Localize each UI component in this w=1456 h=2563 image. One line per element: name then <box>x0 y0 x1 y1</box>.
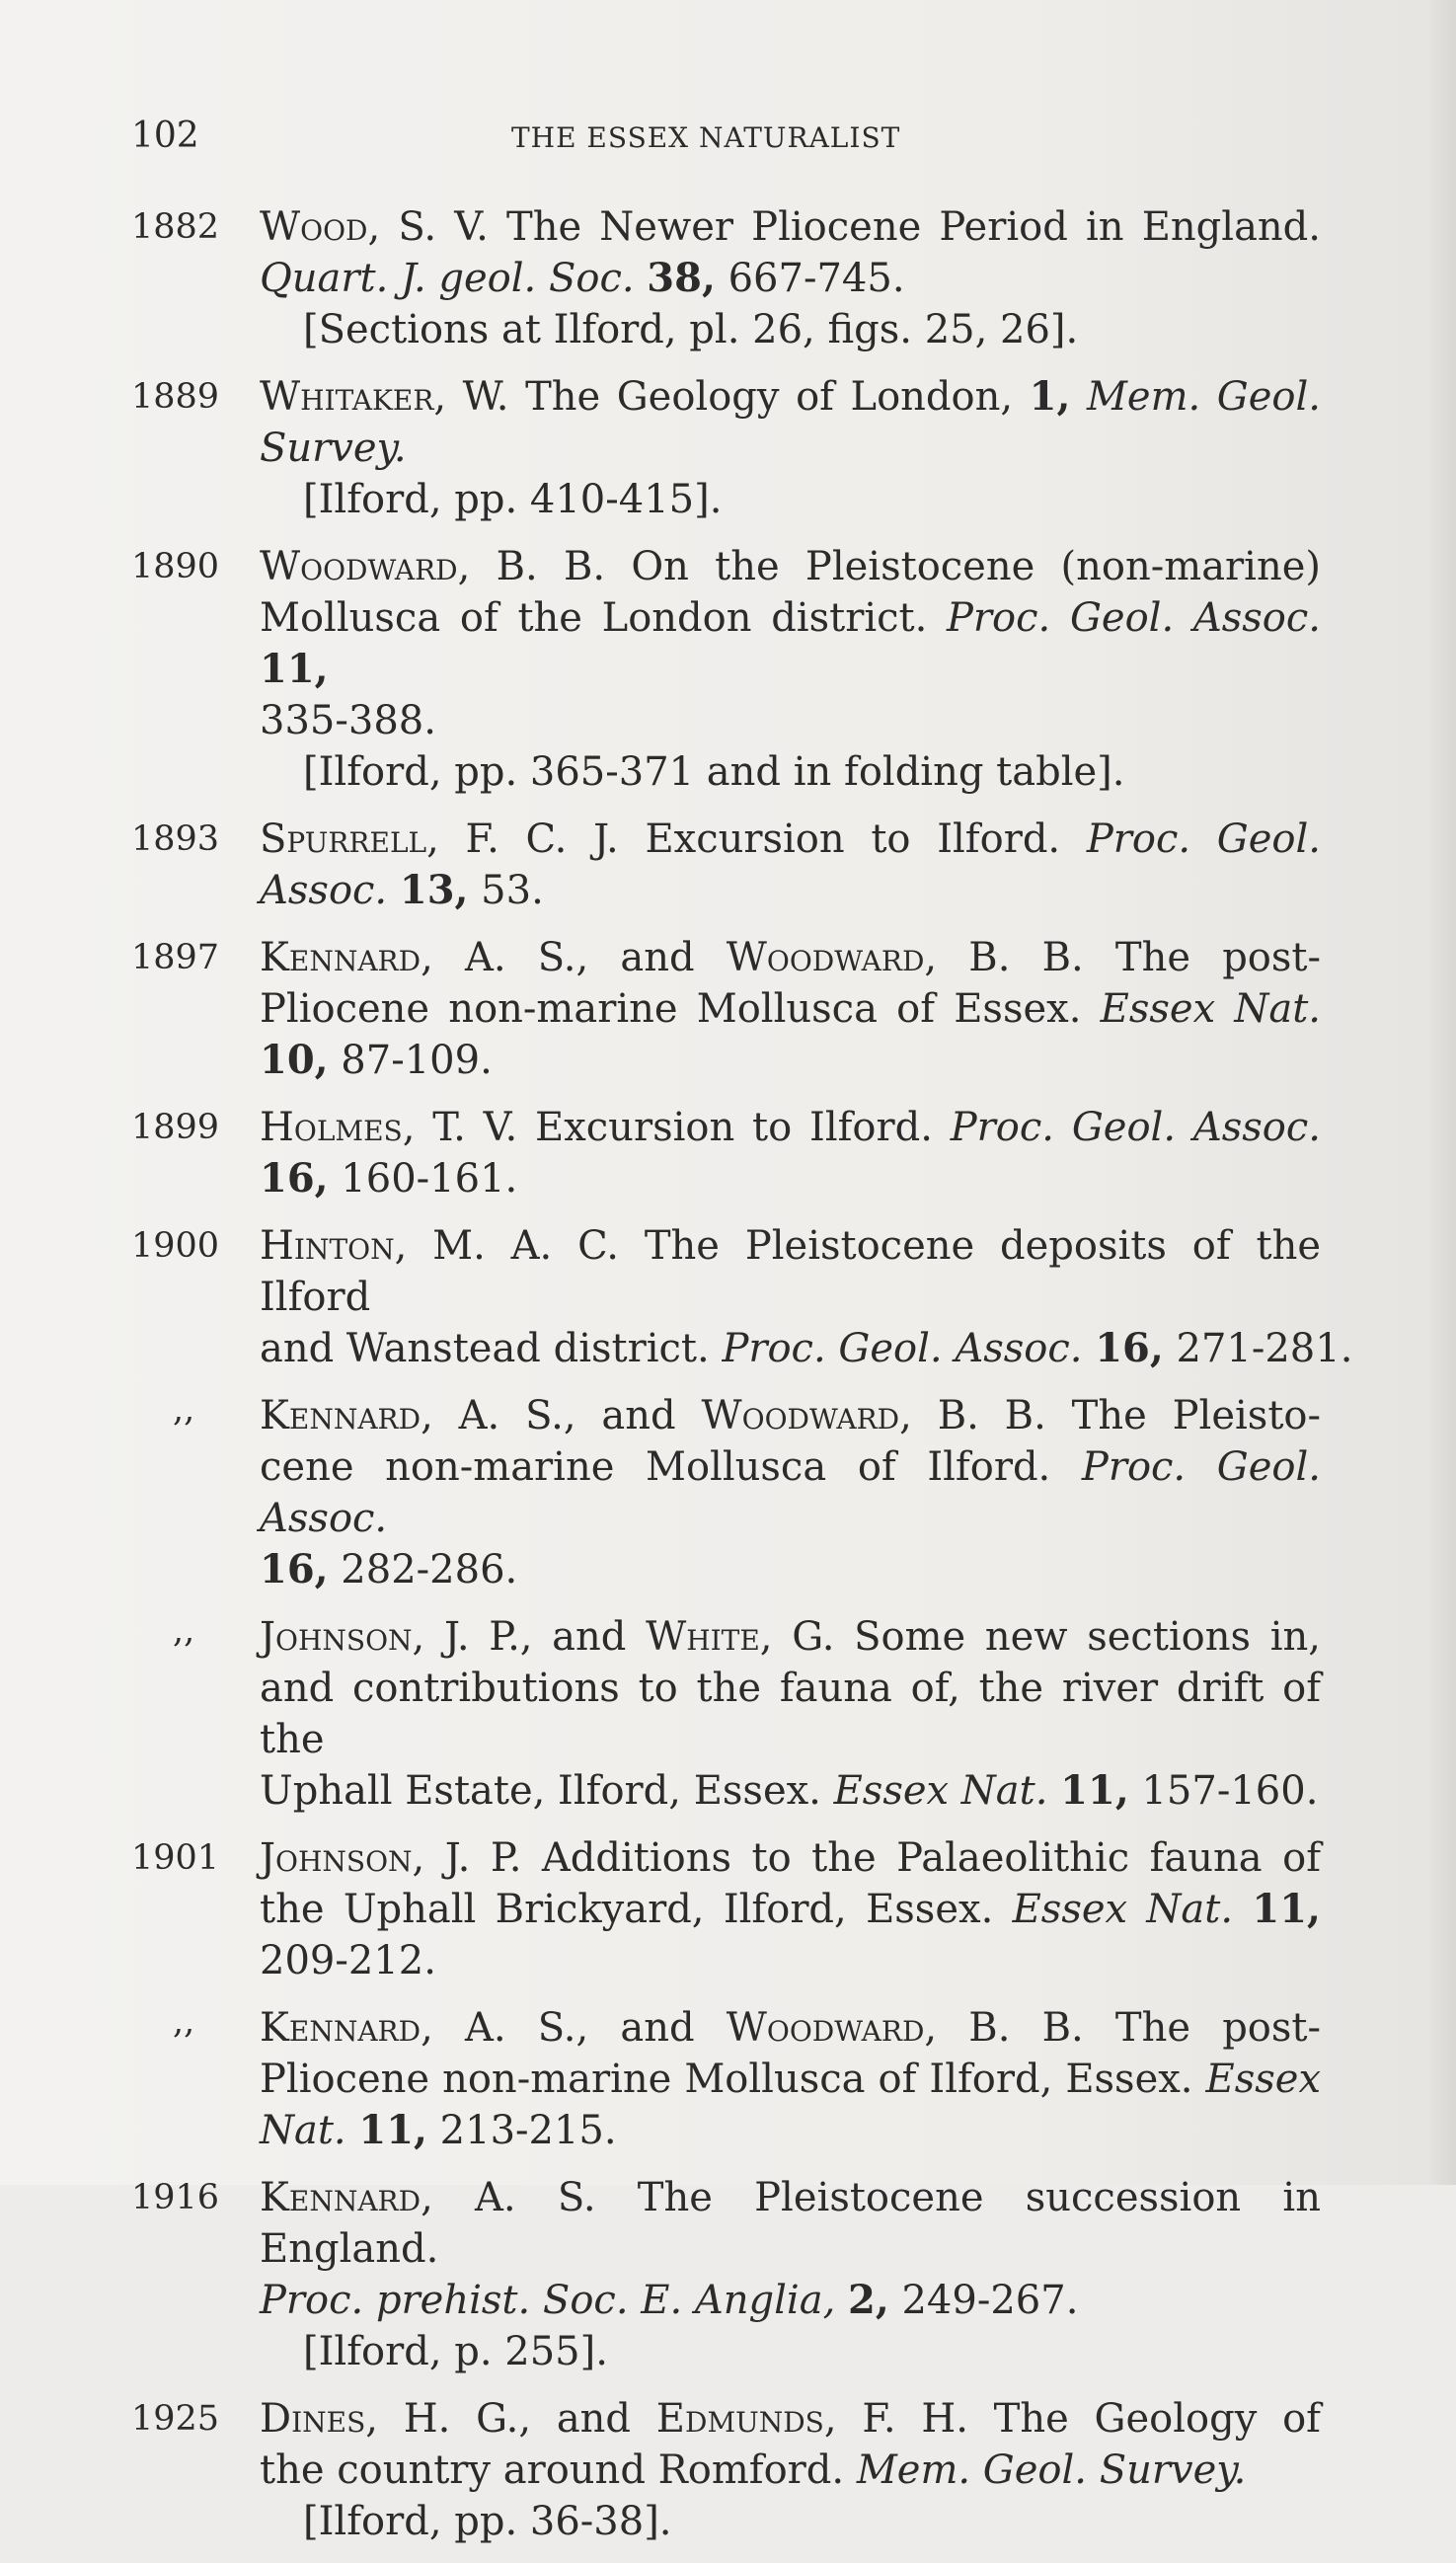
entry-line <box>260 541 1321 592</box>
author-name: Dines <box>260 2396 366 2442</box>
journal-title: Proc. prehist. Soc. E. Anglia, <box>260 2278 836 2323</box>
journal-title: Essex <box>1205 2057 1321 2102</box>
ditto-mark: ,, <box>173 1611 195 1651</box>
running-title: THE ESSEX NATURALIST <box>511 121 901 154</box>
page-range: 87-109. <box>328 1038 493 1083</box>
entry-year: 1897 <box>131 938 220 977</box>
entry-text <box>1047 1768 1060 1814</box>
entry-year: 1901 <box>131 1838 220 1878</box>
entry-text: , A. S., and <box>421 935 727 980</box>
entry-text: , A. S., and <box>421 1393 702 1438</box>
entry-line <box>260 1153 1321 1204</box>
author-name: Johnson <box>260 1614 413 1660</box>
journal-title: Quart. J. geol. Soc. <box>260 256 635 301</box>
journal-title: Essex Nat. <box>1012 1887 1234 1932</box>
volume-number: 11, <box>260 646 329 692</box>
entry-line: and contributions to the fauna of, the river drift of the <box>260 1666 1321 1762</box>
volume-number: 11, <box>358 2107 427 2153</box>
bibliography-entry <box>131 2002 1321 2156</box>
page-range: 157-160. <box>1128 1768 1319 1814</box>
page-range: 209-212. <box>260 1938 436 1983</box>
entry-line <box>260 2002 1321 2054</box>
bibliography-entry <box>131 2172 1321 2377</box>
page-edge-shadow <box>1426 0 1456 2185</box>
entry-line <box>260 1102 1321 1153</box>
entry-text: , B. B. On the Pleistocene (non-marine) <box>457 544 1321 589</box>
entry-line <box>260 932 1321 983</box>
entry-line <box>260 1035 1321 1086</box>
entry-text <box>835 2278 848 2323</box>
journal-title: Nat. <box>260 2108 346 2153</box>
entry-line <box>260 983 1321 1035</box>
entry-line <box>260 1765 1321 1817</box>
page-range: 160-161. <box>328 1156 518 1202</box>
volume-number: 2, <box>848 2277 889 2323</box>
bibliography-entry <box>131 201 1321 355</box>
entry-text: , J. P. Additions to the Palaeolithic fauna of <box>412 1835 1321 1881</box>
bibliography-entry <box>131 1611 1321 1817</box>
entry-line <box>260 371 1321 423</box>
author-name: Edmunds <box>655 2396 824 2442</box>
entry-text: cene non-marine Mollusca of Ilford. <box>260 1444 1082 1490</box>
page-number: 102 <box>131 116 199 156</box>
author-name: Holmes <box>260 1105 403 1150</box>
entry-text: , A. S. The Pleistocene succession in England. <box>260 2175 1321 2272</box>
entry-line <box>260 423 1321 474</box>
entry-text: , M. A. C. The Pleistocene deposits of the Ilford <box>260 1223 1321 1320</box>
bibliography-entry <box>131 541 1321 798</box>
entry-line <box>260 1390 1321 1441</box>
author-name: Kennard <box>260 935 421 980</box>
author-name: Kennard <box>260 2005 421 2051</box>
entry-text <box>1070 374 1087 420</box>
entry-note: [Ilford, pp. 36-38]. <box>303 2499 672 2544</box>
entry-line <box>260 2275 1321 2326</box>
entry-note: [Sections at Ilford, pl. 26, figs. 25, 26]. <box>303 307 1079 352</box>
entry-year: 1890 <box>131 547 220 586</box>
page-range: 213-215. <box>426 2108 617 2153</box>
page-range: 249-267. <box>888 2278 1079 2323</box>
entry-text: , G. Some new sections in, <box>759 1614 1322 1660</box>
author-name: Kennard <box>260 2175 421 2220</box>
journal-title: Essex Nat. <box>833 1768 1048 1814</box>
entry-text: , B. B. The post- <box>924 935 1321 980</box>
entry-text: Mollusca of the London district. <box>260 595 948 641</box>
journal-title: Essex Nat. <box>1100 986 1321 1032</box>
volume-number: 11, <box>1060 1767 1129 1814</box>
entry-text: , F. H. The Geology of <box>823 2396 1321 2442</box>
page-range: 282-286. <box>328 1547 518 1592</box>
entry-line <box>260 1832 1321 1884</box>
entry-text <box>1082 1326 1095 1371</box>
bibliography-entry <box>131 1220 1353 1374</box>
ditto-mark: ,, <box>173 1390 195 1430</box>
entry-line <box>260 1323 1353 1374</box>
volume-number: 10, <box>260 1037 329 1083</box>
journal-title: Proc. Geol. Assoc. <box>950 1105 1321 1150</box>
entry-text <box>1233 1887 1252 1932</box>
entry-line <box>260 2105 1321 2156</box>
bibliography-entry <box>131 1390 1321 1595</box>
bibliography-entry <box>131 814 1321 916</box>
entry-text: Pliocene non-marine Mollusca of Ilford, Essex. <box>260 2057 1206 2102</box>
entry-note: [Ilford, p. 255]. <box>303 2329 608 2374</box>
journal-title: Mem. Geol. <box>1086 374 1322 420</box>
entry-line <box>260 1441 1321 1544</box>
entry-text: , H. G., and <box>365 2396 656 2442</box>
entry-text: the country around Romford. <box>260 2447 857 2493</box>
journal-title: Proc. Geol. Assoc. <box>947 595 1321 641</box>
entry-line <box>260 1220 1321 1323</box>
journal-title: Assoc. <box>260 868 388 913</box>
page-range: 335-388. <box>260 698 436 743</box>
entry-line <box>260 592 1321 695</box>
entry-line <box>260 865 1321 916</box>
entry-text: , B. B. The Pleisto- <box>899 1393 1322 1438</box>
journal-title: Proc. Geol. <box>1086 816 1321 862</box>
entry-line <box>260 814 1321 865</box>
bibliography-entry <box>131 371 1321 525</box>
author-name: Hinton <box>260 1223 395 1269</box>
entry-line <box>260 1611 1321 1663</box>
ditto-mark: ,, <box>173 2002 195 2042</box>
entry-note: [Ilford, pp. 365-371 and in folding table]. <box>303 749 1125 795</box>
entry-line <box>260 2393 1321 2445</box>
volume-number: 1, <box>1029 373 1071 420</box>
author-name: White <box>646 1614 760 1660</box>
entry-year: 1925 <box>131 2399 220 2439</box>
bibliography-entry <box>131 1102 1321 1204</box>
author-name: Wood <box>260 204 368 250</box>
entry-line <box>260 2172 1321 2275</box>
author-name: Johnson <box>260 1835 413 1881</box>
volume-number: 16, <box>260 1546 329 1592</box>
journal-title: Proc. Geol. Assoc. <box>722 1326 1083 1371</box>
entry-line <box>260 1544 1321 1595</box>
entry-text: the Uphall Brickyard, Ilford, Essex. <box>260 1887 1013 1932</box>
volume-number: 16, <box>260 1155 329 1202</box>
entry-line <box>260 1884 1321 1935</box>
page-range: 667-745. <box>715 256 905 301</box>
entry-text: Pliocene non-marine Mollusca of Essex. <box>260 986 1101 1032</box>
entry-line <box>260 201 1321 253</box>
entry-year: 1882 <box>131 207 220 247</box>
entry-text <box>346 2108 359 2153</box>
author-name: Woodward <box>260 544 458 589</box>
volume-number: 13, <box>399 867 469 913</box>
entry-text: Uphall Estate, Ilford, Essex. <box>260 1768 834 1814</box>
page-range: 53. <box>468 868 544 913</box>
author-name: Woodward <box>701 1393 900 1438</box>
entry-line <box>260 253 1321 304</box>
page-range: 271-281. <box>1163 1326 1353 1371</box>
entry-year: 1889 <box>131 377 220 417</box>
bibliography-entry <box>131 1832 1321 1986</box>
entry-text: , A. S., and <box>421 2005 727 2051</box>
entry-year: 1893 <box>131 819 220 859</box>
author-name: Woodward <box>726 935 925 980</box>
bibliography-list <box>131 201 1353 2563</box>
entry-line <box>260 2445 1321 2496</box>
entry-text <box>635 256 648 301</box>
bibliography-entry <box>131 2393 1321 2547</box>
entry-year: 1916 <box>131 2178 220 2217</box>
entry-note: [Ilford, pp. 410-415]. <box>303 477 723 522</box>
entry-text: , J. P., and <box>412 1614 647 1660</box>
journal-title: Proc. Geol. Assoc. <box>260 1444 1321 1541</box>
entry-year: 1900 <box>131 1226 220 1266</box>
author-name: Kennard <box>260 1393 421 1438</box>
entry-text: and Wanstead district. <box>260 1326 723 1371</box>
bibliography-entry <box>131 932 1321 1086</box>
entry-text: , S. V. The Newer Pliocene Period in England. <box>367 204 1321 250</box>
entry-line <box>260 2054 1321 2105</box>
entry-text: , F. C. J. Excursion to Ilford. <box>426 816 1087 862</box>
author-name: Woodward <box>726 2005 925 2051</box>
volume-number: 11, <box>1252 1886 1321 1932</box>
author-name: Spurrell <box>260 816 427 862</box>
journal-title: Mem. Geol. Survey. <box>856 2447 1247 2493</box>
entry-text: , W. The Geology of London, <box>433 374 1030 420</box>
volume-number: 16, <box>1095 1325 1164 1371</box>
entry-text: , T. V. Excursion to Ilford. <box>402 1105 951 1150</box>
entry-text <box>387 868 400 913</box>
author-name: Whitaker <box>260 374 434 420</box>
journal-title: Survey. <box>260 426 407 471</box>
entry-text: , B. B. The post- <box>924 2005 1321 2051</box>
entry-year: 1899 <box>131 1108 220 1147</box>
volume-number: 38, <box>647 255 716 301</box>
